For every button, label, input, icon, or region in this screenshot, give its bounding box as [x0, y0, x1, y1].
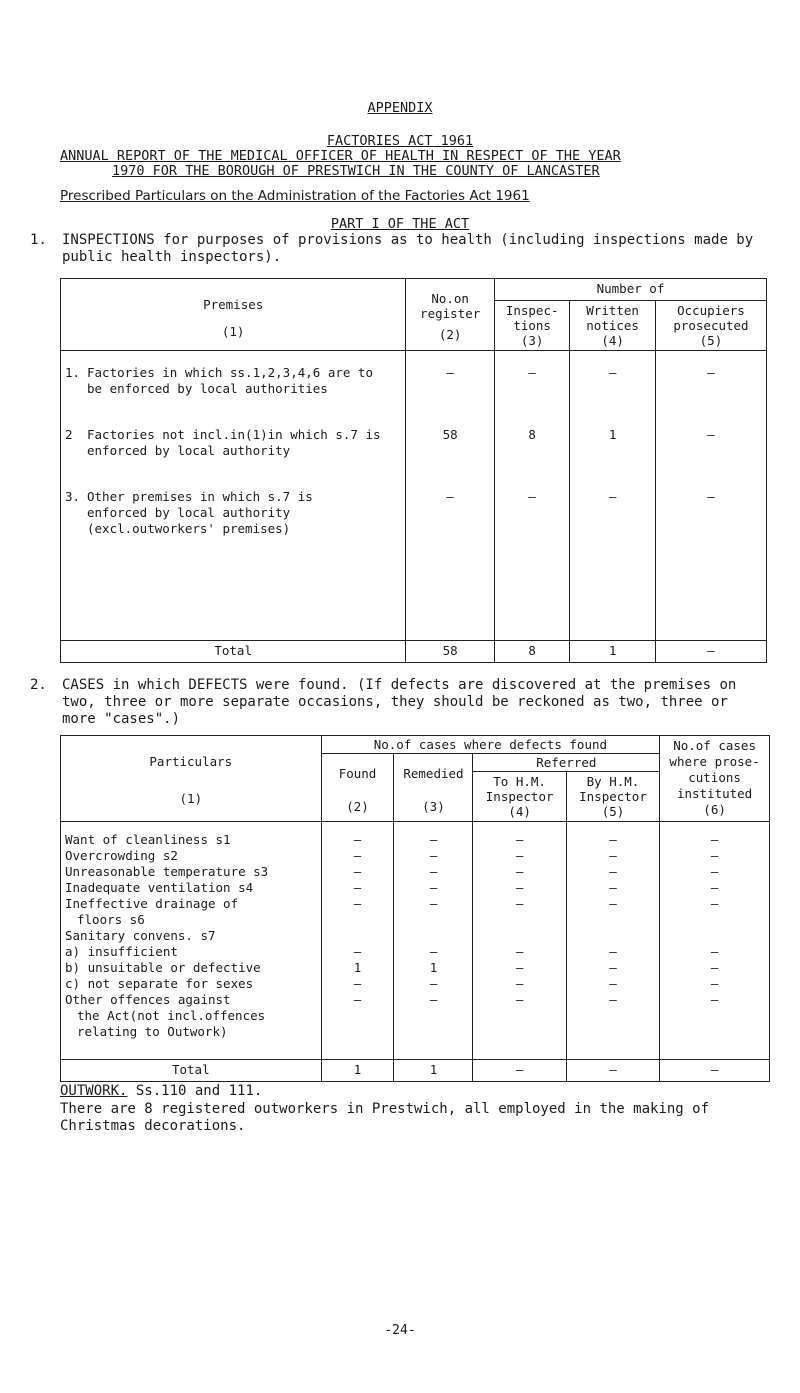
total-label: Total [61, 641, 406, 663]
section2-number: 2. [30, 677, 47, 693]
register-header-num: (2) [438, 327, 462, 342]
prosecutions-value: – [710, 992, 719, 1007]
inspections-value: – [528, 489, 536, 504]
premises-header-num: (1) [221, 324, 245, 339]
to-hm-value: – [515, 864, 524, 879]
prosecuted-header [655, 301, 766, 351]
by-hm-value: – [609, 832, 617, 847]
prosecutions-value [664, 1008, 765, 1024]
by-hm-value: – [609, 992, 617, 1007]
total-inspections: 8 [494, 641, 569, 663]
to-hm-value [477, 928, 561, 944]
act-heading: FACTORIES ACT 1961 [326, 133, 474, 149]
total-to-hm: – [473, 1060, 566, 1082]
by-hm-value [571, 928, 655, 944]
list-item: Other offences against [65, 992, 231, 1007]
premises-header-label: Premises [203, 297, 264, 312]
remedied-header [394, 754, 473, 822]
prosecutions-value: – [710, 848, 719, 863]
remedied-value: – [429, 832, 438, 847]
list-item: b) unsuitable or defective [65, 960, 261, 975]
section1-text: INSPECTIONS for purposes of provisions as to health (including inspections made by public health inspectors). [62, 232, 754, 265]
prosecutions-value [664, 1024, 765, 1040]
row-number: 3. [65, 489, 81, 504]
by-hm-value: – [609, 976, 617, 991]
list-item: Unreasonable temperature s3 [65, 864, 269, 879]
notices-value: – [608, 365, 617, 380]
remedied-value: – [429, 992, 438, 1007]
list-item: Sanitary convens. s7 [65, 928, 216, 943]
found-header [321, 754, 394, 822]
total-register: 58 [406, 641, 495, 663]
found-value [326, 1008, 390, 1024]
to-hm-value [477, 1024, 561, 1040]
to-hm-value: – [515, 976, 524, 991]
to-hm-value [477, 1008, 561, 1024]
found-header-num: (2) [346, 799, 369, 814]
register-header-label: No.on register [420, 291, 481, 321]
found-value: – [353, 848, 362, 863]
total-by-hm: – [566, 1060, 659, 1082]
by-hm-value [571, 912, 655, 928]
prosecutions-header-num: (6) [703, 802, 726, 817]
to-hm-header [473, 772, 566, 822]
prosecutions-header-label: No.of cases where prose-cutions instituted [669, 738, 760, 801]
total-row [61, 1060, 770, 1082]
section2-text: CASES in which DEFECTS were found. (If defects are discovered at the premises on two, three or more separate occasions, they should be reckoned as two, three or more "cases".) [62, 677, 737, 727]
register-cell [406, 351, 495, 641]
table-row [65, 365, 401, 427]
total-remedied: 1 [394, 1060, 473, 1082]
found-value: 1 [353, 960, 362, 975]
by-hm-value [571, 1024, 655, 1040]
remedied-value: – [429, 976, 438, 991]
total-found: 1 [321, 1060, 394, 1082]
page-number: -24- [384, 1323, 416, 1338]
list-item: the Act(not incl.offences [77, 1008, 266, 1023]
found-value: – [353, 832, 362, 847]
found-value [326, 1024, 390, 1040]
to-hm-value: – [515, 896, 524, 911]
table-row [65, 427, 401, 489]
notices-value: 1 [608, 427, 617, 442]
list-item: relating to Outwork) [77, 1024, 228, 1039]
outwork-heading: OUTWORK. [60, 1083, 128, 1099]
notices-header-label: Written notices [586, 303, 639, 333]
prosecutions-value: – [710, 944, 719, 959]
premises-header [61, 279, 406, 351]
to-hm-value: – [515, 880, 524, 895]
found-value: – [353, 880, 362, 895]
remedied-value [398, 1024, 468, 1040]
remedied-cell [394, 822, 473, 1060]
to-hm-cell [473, 822, 566, 1060]
inspections-header-label: Inspec-tions [505, 303, 559, 333]
to-hm-value: – [515, 960, 524, 975]
remedied-value [398, 1008, 468, 1024]
found-value [326, 928, 390, 944]
total-row [61, 641, 767, 663]
inspections-cell [494, 351, 569, 641]
prosecutions-cell [660, 822, 770, 1060]
remedied-value [398, 912, 468, 928]
to-hm-value [477, 912, 561, 928]
total-prosecutions: – [660, 1060, 770, 1082]
total-notices: 1 [570, 641, 656, 663]
remedied-header-num: (3) [422, 799, 445, 814]
prosecutions-value: – [710, 976, 719, 991]
by-hm-value: – [609, 864, 617, 879]
list-item: Overcrowding s2 [65, 848, 178, 863]
found-value [326, 912, 390, 928]
by-hm-cell [566, 822, 659, 1060]
register-value: 58 [442, 427, 458, 442]
remedied-value: – [429, 864, 438, 879]
to-hm-value: – [515, 832, 524, 847]
list-item: Inadequate ventilation s4 [65, 880, 254, 895]
prosecutions-value: – [710, 864, 719, 879]
notices-header [570, 301, 656, 351]
list-item: floors s6 [77, 912, 145, 927]
by-hm-value [571, 1008, 655, 1024]
table1-body [61, 351, 767, 641]
found-header-label: Found [338, 766, 377, 781]
row-premises: Factories in which ss.1,2,3,4,6 are to be enforced by local authorities [87, 365, 373, 396]
found-value: – [353, 944, 362, 959]
by-hm-value: – [609, 880, 617, 895]
prosecutions-value: – [710, 960, 719, 975]
prosecutions-value: – [710, 832, 719, 847]
by-hm-value: – [609, 848, 617, 863]
prosecuted-value: – [707, 365, 715, 380]
remedied-header-label: Remedied [403, 766, 464, 781]
notices-value: – [608, 489, 617, 504]
prosecuted-cell [655, 351, 766, 641]
inspections-header-num: (3) [520, 333, 544, 348]
number-of-header: Number of [494, 279, 766, 301]
notices-header-num: (4) [601, 333, 624, 348]
remedied-value: – [429, 848, 438, 863]
notices-cell [570, 351, 656, 641]
by-hm-value: – [609, 944, 617, 959]
premises-cell [61, 351, 406, 641]
inspections-value: 8 [528, 427, 536, 442]
to-hm-header-label: To H.M. Inspector [485, 774, 554, 804]
inspections-table [60, 278, 767, 663]
register-value: – [446, 365, 454, 380]
remedied-value [398, 928, 468, 944]
by-hm-value: – [609, 896, 617, 911]
register-value: – [446, 489, 454, 504]
total-prosecuted: – [655, 641, 766, 663]
to-hm-value: – [515, 944, 524, 959]
table-row [65, 489, 401, 551]
prosecutions-value [664, 912, 765, 928]
found-value: – [353, 976, 362, 991]
prescribed-particulars: Prescribed Particulars on the Administration of the Factories Act 1961 [60, 188, 530, 204]
particulars-header-label: Particulars [149, 754, 233, 769]
defects-table [60, 735, 770, 1082]
prosecutions-value: – [710, 880, 719, 895]
outwork-heading-line [60, 1083, 262, 1099]
remedied-value: 1 [429, 960, 438, 975]
remedied-value: – [429, 880, 438, 895]
report-title-line2: 1970 FOR THE BOROUGH OF PRESTWICH IN THE COUNTY OF LANCASTER [112, 163, 600, 179]
referred-header: Referred [473, 754, 660, 772]
inspections-value: – [528, 365, 536, 380]
prosecutions-value [664, 928, 765, 944]
register-header [406, 279, 495, 351]
row-premises: Other premises in which s.7 is enforced by local authority (excl.outworkers' premises) [87, 489, 313, 536]
to-hm-value: – [515, 992, 524, 1007]
prosecutions-value: – [710, 896, 719, 911]
prosecuted-value: – [707, 427, 715, 442]
cases-found-header: No.of cases where defects found [321, 736, 660, 754]
particulars-cell [61, 822, 322, 1060]
by-hm-header-label: By H.M. Inspector [579, 774, 647, 804]
list-item: c) not separate for sexes [65, 976, 254, 991]
by-hm-value: – [609, 960, 617, 975]
found-value: – [353, 864, 362, 879]
remedied-value: – [429, 896, 438, 911]
row-number: 1. [65, 365, 81, 380]
total-label: Total [61, 1060, 322, 1082]
list-item: Want of cleanliness s1 [65, 832, 231, 847]
found-cell [321, 822, 394, 1060]
by-hm-header-num: (5) [601, 804, 625, 819]
by-hm-header [566, 772, 659, 822]
part-heading: PART I OF THE ACT [330, 216, 470, 232]
found-value: – [353, 992, 362, 1007]
inspections-header [494, 301, 569, 351]
table2-body [61, 822, 770, 1060]
prosecutions-header [660, 736, 770, 822]
particulars-header [61, 736, 322, 822]
to-hm-header-num: (4) [508, 804, 531, 819]
to-hm-value: – [515, 848, 524, 863]
outwork-sections: Ss.110 and 111. [135, 1083, 263, 1099]
report-title-line1: ANNUAL REPORT OF THE MEDICAL OFFICER OF HEALTH IN RESPECT OF THE YEAR [60, 148, 621, 164]
prosecuted-header-num: (5) [699, 333, 723, 348]
outwork-text: There are 8 registered outworkers in Prestwich, all employed in the making of Christmas decorations. [60, 1101, 710, 1134]
remedied-value: – [429, 944, 438, 959]
list-item: Ineffective drainage of [65, 896, 239, 911]
prosecuted-header-label: Occupiers prosecuted [673, 303, 749, 333]
row-number: 2 [65, 427, 73, 442]
section1-number: 1. [30, 232, 47, 248]
found-value: – [353, 896, 362, 911]
particulars-header-num: (1) [179, 791, 203, 806]
prosecuted-value: – [707, 489, 715, 504]
appendix-heading: APPENDIX [367, 100, 433, 116]
list-item: a) insufficient [65, 944, 178, 959]
row-premises: Factories not incl.in(1)in which s.7 is enforced by local authority [87, 427, 381, 458]
